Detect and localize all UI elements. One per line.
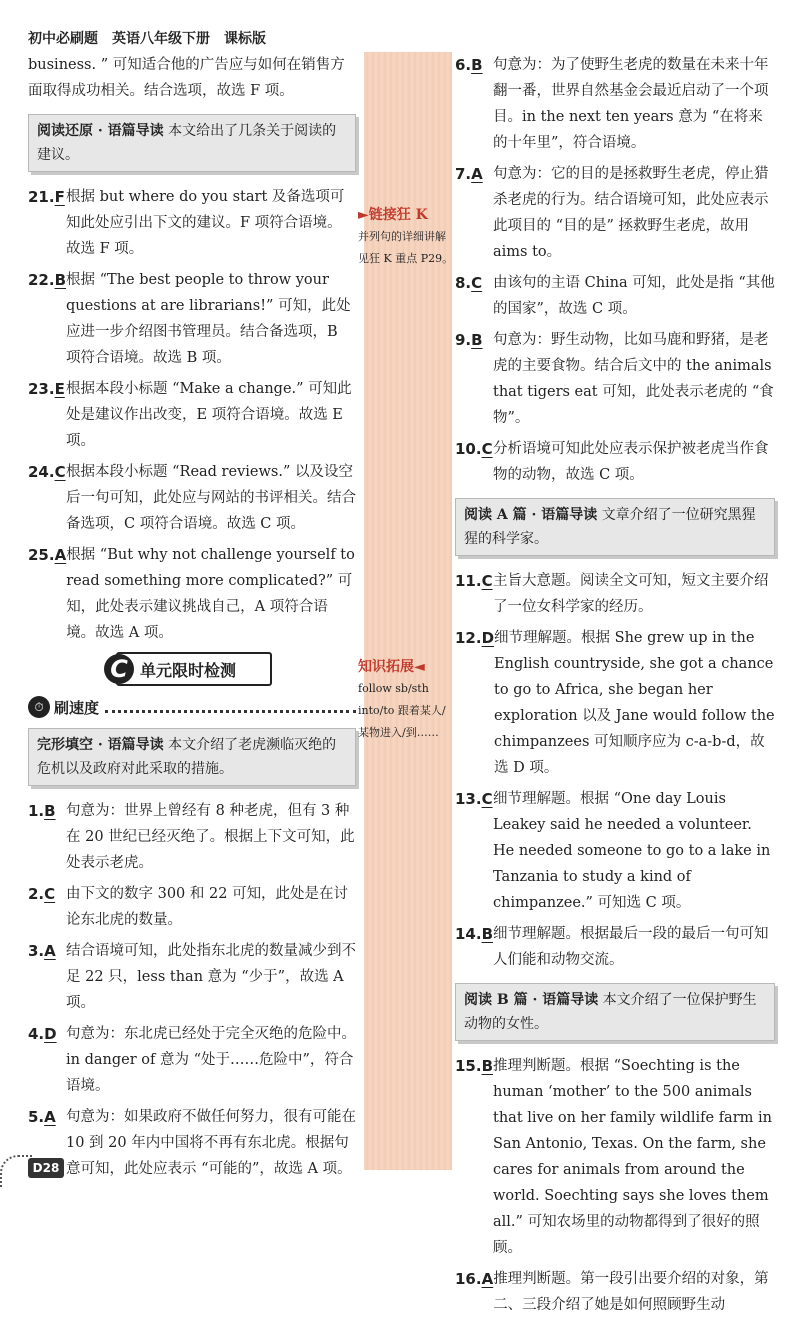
item-number: 21.F [28,188,65,206]
answer-item [455,270,775,322]
answer-letter: C [54,463,66,481]
item-number: 10.C [455,440,493,458]
item-number: 6.B [455,56,483,74]
item-number: 25.A [28,546,67,564]
item-explanation: 根据 but where do you start 及备选项可知此处应引出下文的建议。F 项符合语境。故选 F 项。 [66,189,345,257]
knowledge-note-title: 知识拓展◄ [358,659,425,675]
answer-letter: C [481,440,493,458]
answer-item [455,161,775,265]
item-number: 9.B [455,331,483,349]
reading-b-guide-box [455,983,775,1041]
answer-item [28,376,356,454]
answer-item [455,568,775,620]
answer-letter: B [471,331,483,349]
item-number: 16.A [455,1270,494,1288]
answer-item [455,1053,775,1261]
speed-section-header [28,696,356,718]
answer-item [28,881,356,933]
item-explanation: 由下文的数字 300 和 22 可知，此处是在讨论东北虎的数量。 [66,886,349,928]
guide-title: 完形填空 · 语篇导读 [37,737,164,753]
knowledge-note-text: follow sb/sth into/to 跟着某人/某物进入/到…… [358,682,446,739]
link-note-text: 并列句的详细讲解见狂 K 重点 P29。 [358,230,454,265]
item-explanation: 根据 “But why not challenge yourself to read something more complicated?” 可知，此处表示建议挑战自己，A 项符合语境。故选 A 项。 [66,547,355,641]
answer-letter: A [481,1270,494,1288]
item-explanation: 推理判断题。第一段引出要介绍的对象，第二、三段介绍了她是如何照顾野生动 [493,1271,769,1313]
guide-text: 本文介绍了老虎濒临灭绝的危机以及政府对此采取的措施。 [37,737,337,777]
right-column [455,52,775,1323]
item-explanation: 主旨大意题。阅读全文可知，短文主要介绍了一位女科学家的经历。 [493,573,769,615]
link-note [358,204,456,270]
guide-text: 本文介绍了一位保护野生动物的女性。 [464,992,757,1032]
answer-letter: B [481,925,494,943]
answer-item [455,436,775,488]
item-number: 11.C [455,572,493,590]
reading-guide-box [28,114,356,172]
dotted-divider [105,702,356,713]
item-number: 12.D [455,629,495,647]
answer-item [28,1104,356,1182]
item-number: 3.A [28,942,56,960]
answer-item [455,625,775,781]
answer-item [455,52,775,156]
reading-a-guide-box [455,498,775,556]
answer-item [28,459,356,537]
item-explanation: 细节理解题。根据 She grew up in the English countryside, she got a chance to go to Africa, she began her exploration 以及 Jane would follow the chimpanzees 可知顺序应为 c-a-b-d，故选 D 项。 [494,630,775,776]
unit-test-banner [110,652,272,686]
answer-letter: C [471,274,483,292]
continued-text: business. ” 可知适合他的广告应与如何在销售方面取得成功相关。结合选项，故选 F 项。 [28,57,345,99]
item-explanation: 细节理解题。根据最后一段的最后一句可知人们能和动物交流。 [493,926,769,968]
item-explanation: 细节理解题。根据 “One day Louis Leakey said he needed a volunteer. He needed someone to go to a lake in Tanzania to study a kind of chimpanzee.” 可知选 C 项。 [493,791,771,911]
item-number: 1.B [28,802,56,820]
answer-letter: F [54,188,65,206]
item-explanation: 句意为：为了使野生老虎的数量在未来十年翻一番，世界自然基金会最近启动了一个项目。in the next ten years 意为 “在将来的十年里”，符合语境。 [493,57,769,151]
item-explanation: 句意为：东北虎已经处于完全灭绝的危险中。in danger of 意为 “处于……危险中”，符合语境。 [66,1026,356,1094]
answer-item [28,1021,356,1099]
answer-letter: B [471,56,483,74]
item-explanation: 由该句的主语 China 可知，此处是指 “其他的国家”，故选 C 项。 [493,275,775,317]
item-number: 24.C [28,463,66,481]
answer-letter: A [54,546,67,564]
guide-text: 文章介绍了一位研究黑猩猩的科学家。 [464,507,756,547]
item-number: 23.E [28,380,65,398]
page-number: D28 [28,1158,64,1178]
item-explanation: 句意为：世界上曾经有 8 种老虎，但有 3 种在 20 世纪已经灭绝了。根据上下文可知，此处表示老虎。 [66,803,355,871]
item-explanation: 推理判断题。根据 “Soechting is the human ‘mother’ to the 500 animals that live on her family wildlife farm in San Antonio, Texas. On the farm, she cares for animals from around the world. Soechting says she loves them all.” 可知农场里的动物都得到了很好的照顾。 [493,1058,772,1256]
stopwatch-icon: ⏱ [28,696,50,718]
answer-letter: C [44,885,56,903]
answer-letter: A [471,165,483,183]
link-note-title: ►链接狂 K [358,207,428,223]
item-number: 4.D [28,1025,57,1043]
guide-text: 本文给出了几条关于阅读的建议。 [37,123,337,163]
cloze-guide-box [28,728,356,786]
answer-letter: D [44,1025,57,1043]
item-explanation: 句意为：野生动物，比如马鹿和野猪，是老虎的主要食物。结合后文中的 the animals that tigers eat 可知，此处表示老虎的 “食物”。 [493,332,774,426]
answer-item [28,798,356,876]
answer-letter: B [481,1057,494,1075]
left-column [28,52,356,1187]
answer-letter: E [54,380,65,398]
item-explanation: 根据 “The best people to throw your questions at are librarians!” 可知，此处应进一步介绍图书管理员。结合备选项，B 项符合语境。故选 B 项。 [66,272,351,366]
item-number: 13.C [455,790,493,808]
answer-letter: B [44,802,56,820]
item-number: 22.B [28,271,67,289]
answer-item [28,267,356,371]
item-explanation: 结合语境可知，此处指东北虎的数量减少到不足 22 只，less than 意为 “少于”，故选 A 项。 [66,943,356,1011]
item-explanation: 根据本段小标题 “Read reviews.” 以及设空后一句可知，此处应与网站的书评相关。结合备选项，C 项符合语境。故选 C 项。 [66,464,356,532]
answer-item [28,184,356,262]
item-explanation: 句意为：如果政府不做任何努力，很有可能在 10 到 20 年内中国将不再有东北虎。根据句意可知，此处应表示 “可能的”，故选 A 项。 [66,1109,356,1177]
item-explanation: 根据本段小标题 “Make a change.” 可知此处是建议作出改变，E 项符合语境。故选 E 项。 [66,381,352,449]
guide-title: 阅读 A 篇 · 语篇导读 [464,507,598,523]
item-number: 5.A [28,1108,56,1126]
item-number: 7.A [455,165,483,183]
answer-item [28,542,356,646]
answer-letter: A [44,942,56,960]
item-number: 14.B [455,925,494,943]
answer-item [455,1266,775,1318]
item-number: 15.B [455,1057,494,1075]
answer-letter: C [481,790,493,808]
knowledge-note [358,656,456,744]
guide-title: 阅读还原 · 语篇导读 [37,123,164,139]
answer-letter: A [44,1108,56,1126]
page-header: 初中必刷题 英语八年级下册 课标版 [28,31,266,47]
item-explanation: 句意为：它的目的是拯救野生老虎，停止猎杀老虎的行为。结合语境可知，此处应表示此项目的 “目的是” 拯救野生老虎，故用 aims to。 [493,166,769,260]
unit-test-title: 单元限时检测 [140,660,237,680]
item-number: 8.C [455,274,483,292]
item-number: 2.C [28,885,56,903]
answer-letter: D [481,629,495,647]
guide-title: 阅读 B 篇 · 语篇导读 [464,992,599,1008]
answer-item [28,938,356,1016]
answer-letter: C [481,572,493,590]
speed-label: 刷速度 [54,698,100,717]
answer-item [455,921,775,973]
answer-letter: B [54,271,67,289]
unit-letter-icon: C [104,654,134,684]
answer-item [455,786,775,916]
item-explanation: 分析语境可知此处应表示保护被老虎当作食物的动物，故选 C 项。 [493,441,769,483]
answer-item [455,327,775,431]
